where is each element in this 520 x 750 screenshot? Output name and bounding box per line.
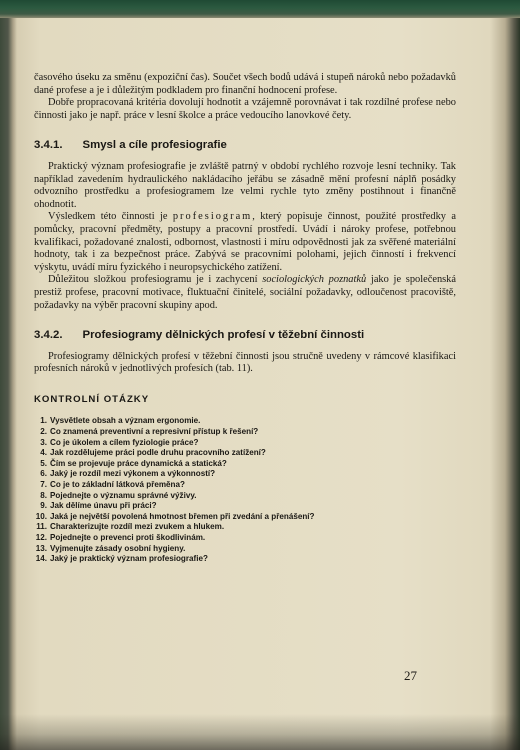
spaced-term: profesiogram xyxy=(172,211,253,223)
page-content xyxy=(34,72,456,565)
questions-list xyxy=(34,416,456,564)
question-text: Co znamená preventivní a represivní přístup k řešení? xyxy=(50,427,259,437)
section-heading-341 xyxy=(34,139,456,152)
section-title: Smysl a cíle profesiografie xyxy=(82,139,227,152)
section-number: 3.4.1. xyxy=(34,139,63,152)
question-text: Pojednejte o prevenci proti škodlivinám. xyxy=(50,533,206,542)
question-item xyxy=(34,469,456,480)
question-item xyxy=(34,491,456,502)
question-item xyxy=(34,554,456,565)
page-number: 27 xyxy=(404,668,417,683)
italic-term: sociologických poznatků xyxy=(262,274,367,286)
question-text: Jak dělíme únavu při práci? xyxy=(50,501,157,511)
question-number: 14. xyxy=(35,554,47,564)
section-341-paragraph-3 xyxy=(34,274,456,312)
question-number: 4. xyxy=(40,448,47,458)
section-341-paragraph-2 xyxy=(34,211,456,274)
question-text: Jak rozdělujeme práci podle druhu pracovního zatížení? xyxy=(50,448,266,458)
question-item xyxy=(34,480,456,491)
section-342-paragraph-1: Profesiogramy dělnických profesí v těžební činnosti jsou stručně uvedeny v rámcové klasifikaci profesních nároků v jednotlivých profesích (tab. 11). xyxy=(34,350,456,375)
section-341-paragraph-1: Praktický význam profesiografie je zvláště patrný v období rychlého rozvoje lesní techniky. Tak například zavedením hydraulického nakládacího jeřábu se zásadně mění profesní náplň posádky odvozního prostředku a profesiogramem lze velmi rychle tyto změny postihnout i finančně ohodnotit. xyxy=(34,160,456,210)
question-text: Co je to základní látková přeměna? xyxy=(50,480,185,490)
question-text: Vysvětlete obsah a význam ergonomie. xyxy=(50,416,201,426)
paragraph-text: Výsledkem této činnosti je xyxy=(48,211,173,223)
question-text: Pojednejte o významu správné výživy. xyxy=(50,490,197,500)
question-item xyxy=(34,522,456,533)
intro-paragraph-1: časového úseku za směnu (expoziční čas). Součet všech bodů udává i stupeň nároků nebo požadavků dané profese a je i důležitým podkladem pro finanční hodnocení profese. xyxy=(34,72,456,96)
question-item xyxy=(34,427,456,438)
paragraph-text: jako je společenská prestiž profese, pracovní motivace, fluktuační činitelé, sociální požadavky, odloučenost pracoviště, požadavky na výběr pracovní skupiny apod. xyxy=(34,274,456,311)
section-heading-342 xyxy=(34,329,456,342)
question-item xyxy=(34,459,456,470)
question-number: 7. xyxy=(40,480,47,490)
paragraph-text: Důležitou složkou profesiogramu je i zachycení xyxy=(48,274,263,286)
question-number: 9. xyxy=(40,501,47,511)
question-number: 2. xyxy=(40,427,47,437)
question-number: 1. xyxy=(40,416,47,426)
intro-paragraph-2: Dobře propracovaná kritéria dovolují hodnotit a vzájemně porovnávat i tak rozdílné profese nebo činnosti jako je např. práce v lesní školce a práce vedoucího lanovkové čety. xyxy=(34,97,456,121)
book-cover-edge xyxy=(0,0,520,18)
question-item xyxy=(34,448,456,459)
question-item xyxy=(34,533,456,544)
question-item xyxy=(34,438,456,449)
scan-shadow xyxy=(0,714,520,750)
question-number: 6. xyxy=(40,469,47,479)
question-text: Jaký je rozdíl mezi výkonem a výkonností? xyxy=(50,469,216,479)
question-number: 10. xyxy=(35,511,47,521)
question-text: Charakterizujte rozdíl mezi zvukem a hlukem. xyxy=(50,522,225,532)
question-number: 8. xyxy=(40,490,47,500)
question-item xyxy=(34,416,456,427)
question-number: 3. xyxy=(40,437,47,447)
question-text: Jaká je největší povolená hmotnost břemen při zvedání a přenášení? xyxy=(50,511,315,521)
question-item xyxy=(34,501,456,512)
section-title: Profesiogramy dělnických profesí v těžební činnosti xyxy=(82,329,365,342)
section-number: 3.4.2. xyxy=(34,329,63,342)
question-text: Jaký je praktický význam profesiografie? xyxy=(50,554,208,564)
question-text: Čím se projevuje práce dynamická a statická? xyxy=(50,458,227,468)
question-number: 5. xyxy=(40,458,47,468)
question-number: 13. xyxy=(35,543,47,553)
question-number: 12. xyxy=(35,533,47,542)
paragraph-text: , který popisuje činnost, použité prostředky a pomůcky, pracovní předměty, postupy a pracovní prostředí. Uvádí i nároky profese, potřebnou kvalifikaci, požadované znalosti, odbornost, vlastnosti i míru odpovědnosti jak za svěřené materiální hodnoty, tak i za bezpečnost práce. Zabývá se pracovními polohami, jejich činností i frekvencí výskytu, uvádí míru fyzického i neuropsychického zatížení. xyxy=(34,211,456,273)
question-text: Co je úkolem a cílem fyziologie práce? xyxy=(50,437,199,447)
question-number: 11. xyxy=(36,522,47,532)
questions-title: KONTROLNÍ OTÁZKY xyxy=(34,393,150,405)
question-item xyxy=(34,512,456,523)
question-item xyxy=(34,544,456,555)
question-text: Vyjmenujte zásady osobní hygieny. xyxy=(50,543,186,553)
